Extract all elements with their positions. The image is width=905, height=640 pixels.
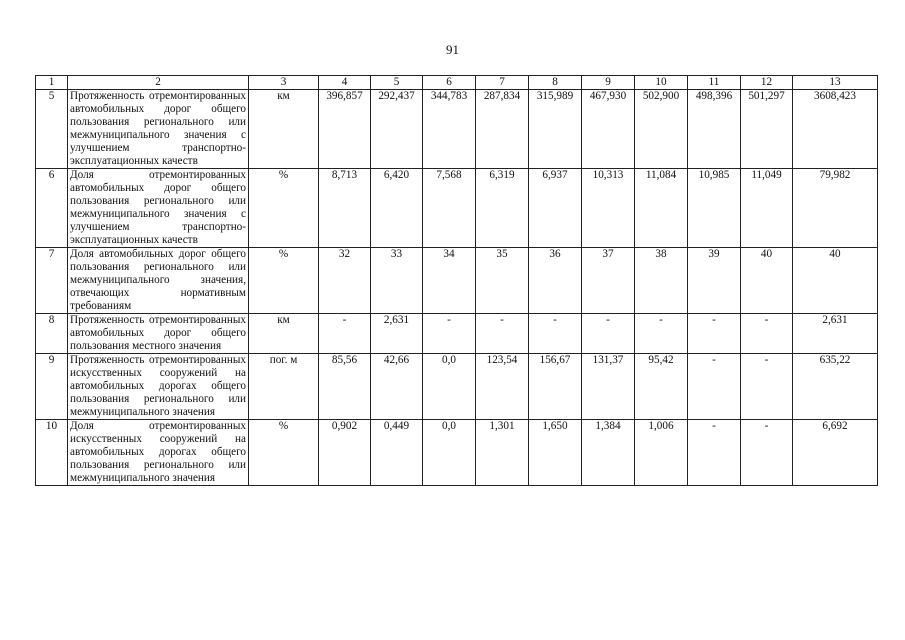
column-header: 7 xyxy=(476,76,529,90)
row-number: 10 xyxy=(36,420,68,486)
value-cell: 1,384 xyxy=(582,420,635,486)
value-cell: 396,857 xyxy=(319,90,371,169)
value-cell: 6,319 xyxy=(476,169,529,248)
value-cell: 1,650 xyxy=(529,420,582,486)
value-cell: 156,67 xyxy=(529,354,582,420)
value-cell: 501,297 xyxy=(741,90,793,169)
value-cell: 85,56 xyxy=(319,354,371,420)
value-cell: 10,313 xyxy=(582,169,635,248)
indicator-name: Протяженность отремонтированных искусственных сооружений на автомобильных дорогах общего пользования регионального или межмуниципального значения xyxy=(68,354,249,420)
column-header: 10 xyxy=(635,76,688,90)
column-header: 1 xyxy=(36,76,68,90)
unit-cell: пог. м xyxy=(249,354,319,420)
value-cell: 6,937 xyxy=(529,169,582,248)
value-cell: - xyxy=(635,314,688,354)
value-cell: 6,420 xyxy=(371,169,423,248)
value-cell: 40 xyxy=(741,248,793,314)
total-cell: 2,631 xyxy=(793,314,878,354)
value-cell: 0,0 xyxy=(423,420,476,486)
table-row xyxy=(36,354,878,420)
value-cell: 32 xyxy=(319,248,371,314)
value-cell: - xyxy=(476,314,529,354)
value-cell: 292,437 xyxy=(371,90,423,169)
table-header-row xyxy=(36,76,878,90)
table-row xyxy=(36,420,878,486)
row-number: 9 xyxy=(36,354,68,420)
value-cell: 36 xyxy=(529,248,582,314)
value-cell: 33 xyxy=(371,248,423,314)
total-cell: 635,22 xyxy=(793,354,878,420)
value-cell: 37 xyxy=(582,248,635,314)
value-cell: 39 xyxy=(688,248,741,314)
column-header: 9 xyxy=(582,76,635,90)
value-cell: - xyxy=(423,314,476,354)
total-cell: 3608,423 xyxy=(793,90,878,169)
value-cell: - xyxy=(741,354,793,420)
value-cell: 35 xyxy=(476,248,529,314)
row-number: 7 xyxy=(36,248,68,314)
indicator-name: Протяженность отремонтированных автомобильных дорог общего пользования местного значения xyxy=(68,314,249,354)
value-cell: 315,989 xyxy=(529,90,582,169)
value-cell: 131,37 xyxy=(582,354,635,420)
column-header: 2 xyxy=(68,76,249,90)
unit-cell: % xyxy=(249,420,319,486)
value-cell: 34 xyxy=(423,248,476,314)
value-cell: 1,006 xyxy=(635,420,688,486)
total-cell: 40 xyxy=(793,248,878,314)
value-cell: - xyxy=(688,420,741,486)
table-row xyxy=(36,314,878,354)
value-cell: 0,0 xyxy=(423,354,476,420)
column-header: 6 xyxy=(423,76,476,90)
value-cell: - xyxy=(741,314,793,354)
unit-cell: % xyxy=(249,169,319,248)
table-row xyxy=(36,248,878,314)
value-cell: 42,66 xyxy=(371,354,423,420)
row-number: 6 xyxy=(36,169,68,248)
indicator-name: Доля автомобильных дорог общего пользования регионального или межмуниципального значения, отвечающих нормативным требованиям xyxy=(68,248,249,314)
value-cell: 95,42 xyxy=(635,354,688,420)
page-number: 91 xyxy=(446,42,459,57)
value-cell: 287,834 xyxy=(476,90,529,169)
value-cell: 123,54 xyxy=(476,354,529,420)
value-cell: 8,713 xyxy=(319,169,371,248)
column-header: 4 xyxy=(319,76,371,90)
value-cell: - xyxy=(529,314,582,354)
value-cell: - xyxy=(741,420,793,486)
column-header: 3 xyxy=(249,76,319,90)
unit-cell: км xyxy=(249,314,319,354)
column-header: 11 xyxy=(688,76,741,90)
value-cell: 502,900 xyxy=(635,90,688,169)
row-number: 5 xyxy=(36,90,68,169)
unit-cell: % xyxy=(249,248,319,314)
value-cell: 498,396 xyxy=(688,90,741,169)
indicator-name: Протяженность отремонтированных автомобильных дорог общего пользования регионального или межмуниципального значения с улучшением транспортно-эксплуатационных качеств xyxy=(68,90,249,169)
indicator-name: Доля отремонтированных автомобильных дорог общего пользования регионального или межмуниципального значения с улучшением транспортно-эксплуатационных качеств xyxy=(68,169,249,248)
value-cell: 11,049 xyxy=(741,169,793,248)
table-row xyxy=(36,169,878,248)
indicator-name: Доля отремонтированных искусственных сооружений на автомобильных дорогах общего пользования регионального или межмуниципального значения xyxy=(68,420,249,486)
value-cell: - xyxy=(688,314,741,354)
value-cell: 467,930 xyxy=(582,90,635,169)
value-cell: - xyxy=(688,354,741,420)
column-header: 8 xyxy=(529,76,582,90)
value-cell: - xyxy=(582,314,635,354)
value-cell: 1,301 xyxy=(476,420,529,486)
value-cell: 7,568 xyxy=(423,169,476,248)
value-cell: 38 xyxy=(635,248,688,314)
indicators-table xyxy=(35,75,878,486)
value-cell: 0,449 xyxy=(371,420,423,486)
value-cell: 344,783 xyxy=(423,90,476,169)
total-cell: 79,982 xyxy=(793,169,878,248)
column-header: 13 xyxy=(793,76,878,90)
unit-cell: км xyxy=(249,90,319,169)
total-cell: 6,692 xyxy=(793,420,878,486)
value-cell: 2,631 xyxy=(371,314,423,354)
value-cell: - xyxy=(319,314,371,354)
column-header: 12 xyxy=(741,76,793,90)
row-number: 8 xyxy=(36,314,68,354)
value-cell: 10,985 xyxy=(688,169,741,248)
value-cell: 0,902 xyxy=(319,420,371,486)
value-cell: 11,084 xyxy=(635,169,688,248)
table-row xyxy=(36,90,878,169)
column-header: 5 xyxy=(371,76,423,90)
